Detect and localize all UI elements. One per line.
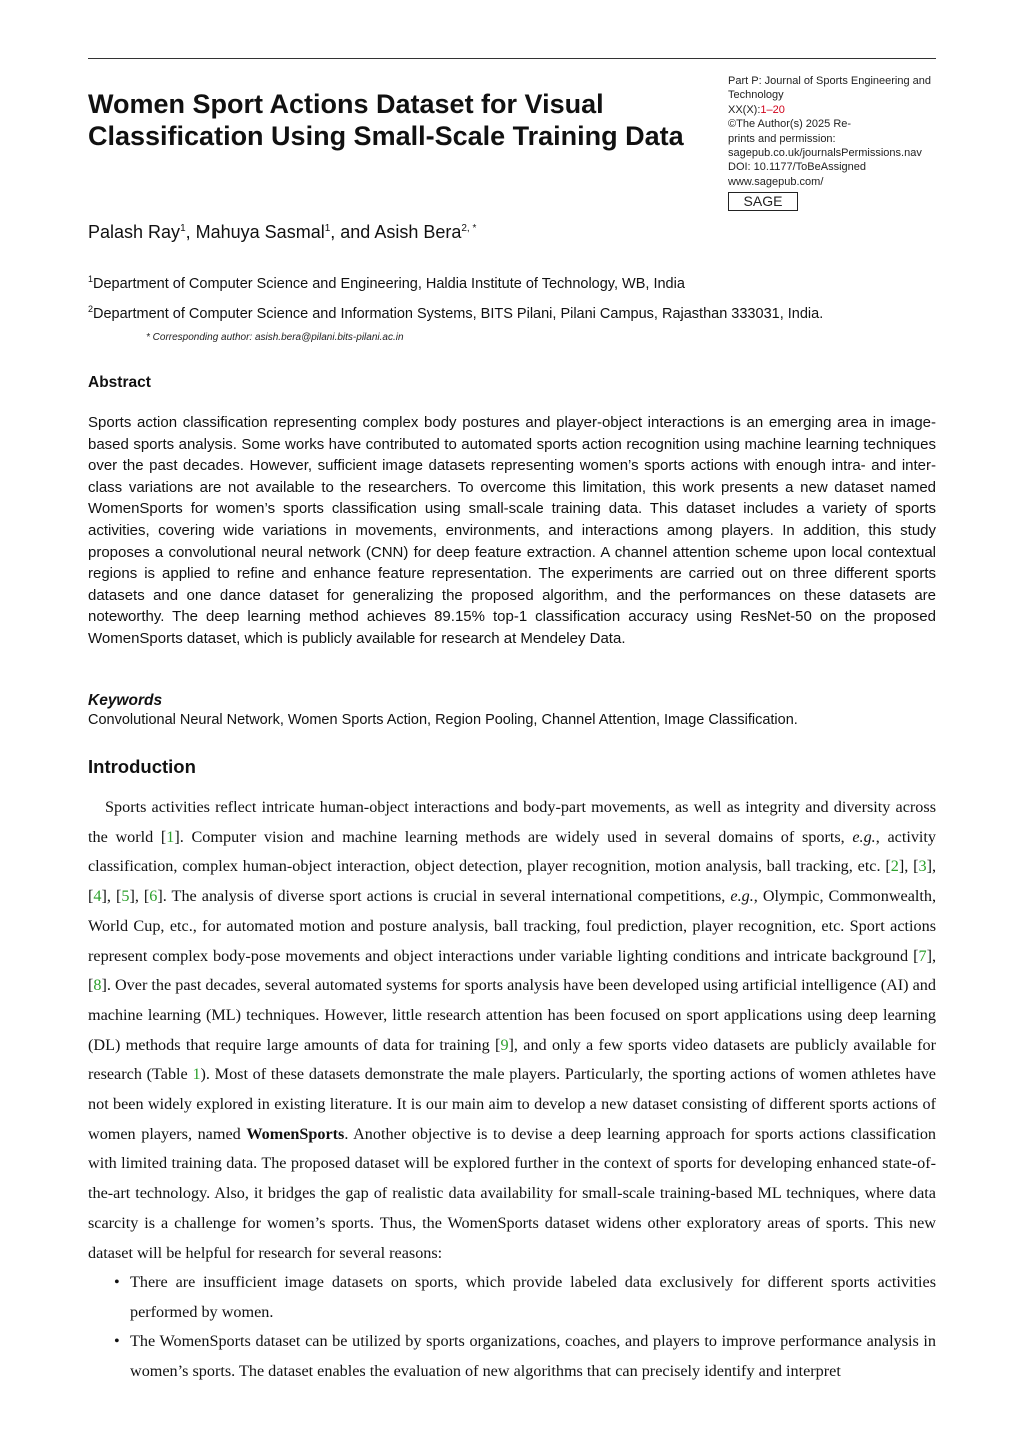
keywords-text: Convolutional Neural Network, Women Sports Action, Region Pooling, Channel Attention, Image Classification.	[88, 712, 798, 728]
copyright: ©The Author(s) 2025 Re-	[728, 118, 852, 131]
journal-name-line1: Part P: Journal of Sports Engineering and	[728, 75, 932, 87]
abstract-text: Sports action classification representing complex body postures and player-object interactions is an emerging area in image-based sports analysis. Some works have contributed to automated sports action recognition using machine learning techniques over the past decades. However, sufficient image datasets representing women’s sports actions with enough intra- and inter-class variations are not available to the researchers. To overcome this limitation, this work presents a new dataset named WomenSports for women’s sports classification using small-scale training data. This dataset includes a variety of sports activities, covering wide variations in movements, environments, and interactions among players. In addition, this study proposes a convolutional neural network (CNN) for deep feature extraction. A channel attention scheme upon local contextual regions is applied to refine and enhance feature representation. The experiments are carried out on three different sports datasets and one dance dataset for generalizing the proposed algorithm, and the performances on these datasets are noteworthy. The deep learning method achieves 89.15% top-1 classification accuracy using ResNet-50 on the proposed WomenSports dataset, which is publicly available for research at Mendeley Data.	[88, 414, 936, 647]
author-list: Palash Ray$^1$, Mahuya Sasmal$^1$, and Asish Bera$^{2, *}$	[88, 222, 477, 242]
citation-link[interactable]: 1	[166, 827, 175, 846]
reprints: prints and permission:	[728, 132, 836, 145]
permissions-url: sagepub.co.uk/journalsPermissions.nav	[728, 147, 922, 160]
volume-pages: XX(X):1–20	[728, 103, 785, 116]
affiliation: $^2$Department of Computer Science and Information Systems, BITS Pilani, Pilani Campus, Rajasthan 333031, India.	[88, 304, 824, 322]
author-name: Palash Ray	[88, 222, 181, 242]
citation-link[interactable]: 8	[93, 976, 102, 995]
citation-link[interactable]: 5	[121, 887, 130, 906]
journal-name-line2: Technology	[728, 89, 784, 102]
publisher-logo: SAGE	[728, 192, 798, 211]
list-item: • The WomenSports dataset can be utilized by sports organizations, coaches, and players to improve performance analysis in women’s sports. The dataset enables the evaluation of new algorithms that can precisely identify and interpret	[114, 1332, 936, 1381]
website: www.sagepub.com/	[728, 175, 824, 188]
citation-link[interactable]: 4	[93, 887, 102, 906]
page-start-link[interactable]: 1	[760, 103, 767, 116]
reasons-list	[88, 1268, 936, 1387]
author-name: Mahuya Sasmal	[195, 222, 325, 242]
corresponding-author: * Corresponding author: asish.bera@pilani.bits-pilani.ac.in	[146, 332, 404, 343]
author-affil-mark: 1	[180, 223, 186, 234]
table-link[interactable]: 1	[192, 1065, 201, 1084]
header-rule	[88, 58, 936, 59]
introduction-paragraph: Sports activities reflect intricate human-object interactions and body-part movements, as well as integrity and diversity across the world [1]. Computer vision and machine learning methods are widely used in several domains of sports, e.g., activity classification, complex human-object interaction, object detection, player recognition, motion analysis, ball tracking, etc. [2], [3], [4], [5], [6]. The analysis of diverse sport actions is crucial in several international competitions, e.g., Olympic, Commonwealth, World Cup, etc., for automated motion and posture analysis, ball tracking, foul prediction, player recognition, etc. Sport actions represent complex body-pose movements and object interactions under variable lighting conditions and intricate background [7], [8]. Over the past decades, several automated systems for sports analysis have been developed using artificial intelligence (AI) and machine learning (ML) techniques. However, little research attention has been focused on sport applications using deep learning (DL) methods that require large amounts of data for training [9], and only a few sports video datasets are publicly available for research (Table 1). Most of these datasets demonstrate the male players. Particularly, the sporting actions of women athletes have not been widely explored in existing literature. It is our main aim to develop a new dataset consisting of different sports actions of women players, named WomenSports. Another objective is to devise a deep learning approach for sports actions classification with limited training data. The proposed dataset will be explored further in the context of sports for developing enhanced state-of-the-art technology. Also, it bridges the gap of realistic data availability for small-scale training-based ML techniques, where data scarcity is a challenge for women’s sports. Thus, the WomenSports dataset widens other exploratory areas of sports. This new dataset will be helpful for research for several reasons:	[88, 798, 937, 1262]
author-name: Asish Bera	[374, 222, 462, 242]
citation-link[interactable]: 3	[918, 857, 927, 876]
journal-metadata	[728, 74, 943, 211]
abstract-heading: Abstract	[88, 374, 151, 391]
introduction-heading: Introduction	[88, 756, 196, 777]
paper-title: Women Sport Actions Dataset for Visual Classification Using Small-Scale Training Data	[88, 89, 684, 151]
affiliation: $^1$Department of Computer Science and Engineering, Haldia Institute of Technology, WB, India	[88, 274, 685, 292]
page-end-link[interactable]: 20	[772, 103, 785, 116]
author-affil-mark: 1	[324, 223, 331, 234]
citation-link[interactable]: 7	[918, 946, 927, 965]
citation-link[interactable]: 9	[500, 1035, 509, 1054]
list-item: • There are insufficient image datasets on sports, which provide labeled data exclusively for different sports activities performed by women.	[114, 1273, 936, 1321]
doi: DOI: 10.1177/ToBeAssigned	[728, 161, 866, 174]
author-affil-mark: 2, *	[461, 223, 477, 234]
keywords-heading: Keywords	[88, 692, 163, 709]
citation-link[interactable]: 2	[890, 857, 899, 876]
dataset-name: WomenSports	[246, 1124, 345, 1143]
citation-link[interactable]: 6	[149, 887, 158, 906]
